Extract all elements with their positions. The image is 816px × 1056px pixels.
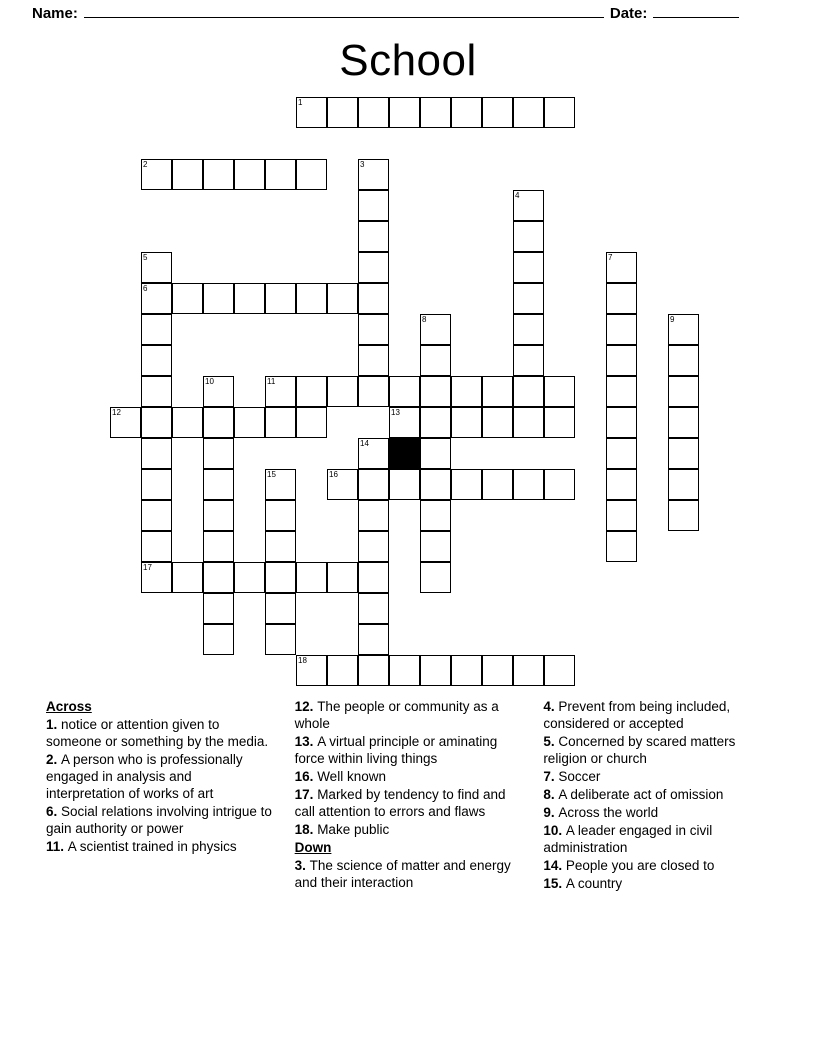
clue-item [295,857,522,891]
grid-cell[interactable] [451,469,482,500]
grid-cell-number: 3 [360,160,365,169]
grid-cell[interactable] [606,407,637,438]
grid-cell[interactable] [358,221,389,252]
clue-number: 1. [46,717,62,732]
grid-cell[interactable] [668,469,699,500]
grid-cell[interactable] [420,562,451,593]
clue-number: 7. [543,769,559,784]
grid-cell[interactable] [358,283,389,314]
grid-cell[interactable] [296,407,327,438]
clue-item [295,698,522,732]
clue-number: 9. [543,805,559,820]
clue-text: Concerned by scared matters religion or church [543,734,736,766]
grid-cell[interactable] [327,655,358,686]
grid-cell[interactable] [451,407,482,438]
grid-cell[interactable] [482,655,513,686]
grid-cell[interactable] [141,500,172,531]
grid-cell-number: 14 [360,439,369,448]
grid-cell[interactable] [172,562,203,593]
grid-cell[interactable] [513,407,544,438]
grid-cell[interactable] [513,97,544,128]
grid-cell[interactable] [606,438,637,469]
clue-section-heading: Down [294,840,332,855]
grid-cell[interactable] [141,469,172,500]
grid-cell[interactable] [172,159,203,190]
grid-cell[interactable] [606,531,637,562]
grid-cell[interactable] [141,159,172,190]
grid-cell[interactable] [389,655,420,686]
clue-text: A leader engaged in civil administration [543,823,713,855]
grid-cell-number: 8 [422,315,427,324]
clues-list [46,698,770,893]
grid-cell[interactable] [606,500,637,531]
grid-cell[interactable] [513,221,544,252]
clue-item [295,786,522,820]
grid-cell[interactable] [420,438,451,469]
clue-number: 13. [294,734,318,749]
grid-cell[interactable] [420,314,451,345]
grid-cell[interactable] [265,159,296,190]
grid-cell[interactable] [606,376,637,407]
clue-text: Prevent from being included, considered or accepted [543,699,731,731]
grid-cell[interactable] [296,376,327,407]
grid-cell[interactable] [668,314,699,345]
grid-cell[interactable] [358,376,389,407]
clue-item [543,786,770,803]
grid-cell[interactable] [420,97,451,128]
grid-cell[interactable] [203,407,234,438]
grid-cell[interactable] [544,97,575,128]
grid-cell[interactable] [420,407,451,438]
clue-number: 3. [294,858,310,873]
grid-cell[interactable] [513,655,544,686]
clue-item [46,716,273,750]
clue-number: 15. [543,876,566,891]
date-label: Date: [609,5,648,22]
page-title: School [339,36,477,85]
grid-cell[interactable] [420,469,451,500]
grid-cell[interactable] [358,97,389,128]
grid-cell-number: 2 [143,160,148,169]
clue-text: A person who is professionally engaged in analysis and interpretation of works of art [46,752,243,801]
grid-cell[interactable] [606,345,637,376]
grid-cell[interactable] [265,376,296,407]
grid-cell-number: 13 [391,408,400,417]
grid-cell-number: 4 [515,191,520,200]
grid-cell[interactable] [265,593,296,624]
clue-text: The people or community as a whole [294,699,499,731]
grid-cell[interactable] [668,500,699,531]
grid-cell-number: 16 [329,470,338,479]
grid-cell[interactable] [451,376,482,407]
grid-cell[interactable] [141,283,172,314]
grid-cell[interactable] [203,159,234,190]
clue-text: Soccer [558,769,601,784]
clue-item [543,698,770,732]
grid-cell[interactable] [606,283,637,314]
grid-cell[interactable] [172,283,203,314]
grid-cell[interactable] [358,531,389,562]
grid-cell-number: 15 [267,470,276,479]
grid-cell[interactable] [110,407,141,438]
grid-cell[interactable] [451,97,482,128]
grid-cell[interactable] [203,562,234,593]
grid-cell-number: 5 [143,253,148,262]
clue-number: 2. [46,752,62,767]
grid-cell[interactable] [172,407,203,438]
grid-cell[interactable] [141,252,172,283]
grid-cell[interactable] [141,438,172,469]
clue-text: Make public [317,822,390,837]
grid-cell[interactable] [482,376,513,407]
clue-text: A country [565,876,623,891]
grid-cell-number: 7 [608,253,613,262]
grid-cell[interactable] [420,345,451,376]
grid-cell[interactable] [668,376,699,407]
clue-number: 8. [543,787,559,802]
grid-cell[interactable] [389,469,420,500]
grid-cell[interactable] [420,655,451,686]
grid-cell[interactable] [668,345,699,376]
grid-cell[interactable] [606,252,637,283]
grid-cell[interactable] [358,469,389,500]
grid-cell[interactable] [513,190,544,221]
grid-cell[interactable] [327,283,358,314]
grid-cell[interactable] [513,469,544,500]
clue-number: 17. [294,787,318,802]
clue-text: Marked by tendency to find and call attention to errors and flaws [294,787,506,819]
grid-cell-number: 18 [298,656,307,665]
grid-cell[interactable] [203,500,234,531]
grid-cell[interactable] [513,314,544,345]
grid-cell[interactable] [327,376,358,407]
grid-cell[interactable] [358,159,389,190]
clue-number: 14. [543,858,566,873]
grid-cell-number: 9 [670,315,675,324]
grid-cell[interactable] [513,283,544,314]
grid-cell[interactable] [389,376,420,407]
grid-cell[interactable] [234,283,265,314]
clue-number: 16. [294,769,318,784]
grid-cell[interactable] [451,655,482,686]
clue-item [543,804,770,821]
grid-cell[interactable] [420,531,451,562]
grid-cell-number: 17 [143,563,152,572]
grid-cell[interactable] [203,283,234,314]
grid-cell[interactable] [420,500,451,531]
clue-text: Well known [317,769,386,784]
grid-cell[interactable] [265,283,296,314]
clue-number: 5. [543,734,559,749]
name-label: Name: [32,5,78,22]
grid-cell[interactable] [265,562,296,593]
grid-cell[interactable] [482,469,513,500]
grid-cell[interactable] [234,407,265,438]
grid-cell[interactable] [482,97,513,128]
grid-cell[interactable] [265,500,296,531]
grid-cell-number: 1 [298,98,303,107]
grid-cell[interactable] [265,531,296,562]
grid-cell[interactable] [141,562,172,593]
clue-item [543,857,770,874]
grid-cell[interactable] [668,407,699,438]
grid-cell[interactable] [358,593,389,624]
grid-cell[interactable] [358,500,389,531]
grid-cell-number: 6 [143,284,148,293]
grid-cell[interactable] [265,624,296,655]
clue-item [295,733,522,767]
grid-cell[interactable] [358,190,389,221]
clue-item [543,768,770,785]
clue-item [295,821,522,838]
grid-cell[interactable] [141,376,172,407]
grid-cell[interactable] [668,438,699,469]
clue-number: 10. [543,823,566,838]
grid-cell[interactable] [358,345,389,376]
grid-cell[interactable] [296,562,327,593]
clue-text: The science of matter and energy and their interaction [294,858,511,890]
grid-cell[interactable] [203,438,234,469]
grid-cell[interactable] [234,562,265,593]
grid-cell[interactable] [358,314,389,345]
grid-cell[interactable] [141,314,172,345]
clue-item [46,803,273,837]
clue-item [543,822,770,856]
clue-number: 6. [46,804,62,819]
grid-cell[interactable] [203,469,234,500]
clue-item [46,751,273,802]
grid-cell[interactable] [203,531,234,562]
grid-cell[interactable] [141,531,172,562]
clue-number: 11. [46,839,68,854]
grid-cell[interactable] [358,655,389,686]
grid-cell-blocked [389,438,420,469]
grid-cell[interactable] [141,345,172,376]
grid-cell[interactable] [141,407,172,438]
grid-cell[interactable] [358,562,389,593]
grid-cell[interactable] [513,345,544,376]
grid-cell[interactable] [296,655,327,686]
clue-text: A virtual principle or aminating force within living things [294,734,498,766]
grid-cell[interactable] [389,407,420,438]
grid-cell[interactable] [544,407,575,438]
clue-item [543,733,770,767]
grid-cell[interactable] [203,593,234,624]
clue-number: 12. [294,699,318,714]
grid-cell[interactable] [203,376,234,407]
clue-text: Across the world [558,805,659,820]
grid-cell-number: 12 [112,408,121,417]
grid-cell[interactable] [358,252,389,283]
clue-section-heading: Across [46,699,92,714]
grid-cell[interactable] [265,407,296,438]
grid-cell[interactable] [389,97,420,128]
clue-number: 18. [294,822,318,837]
grid-cell[interactable] [296,283,327,314]
grid-cell[interactable] [327,562,358,593]
grid-cell-number: 11 [267,377,276,386]
grid-cell[interactable] [544,376,575,407]
clue-number: 4. [543,699,559,714]
clue-text: A scientist trained in physics [67,839,237,854]
clue-item [543,875,770,892]
grid-cell[interactable] [234,159,265,190]
grid-cell[interactable] [327,97,358,128]
grid-cell-number: 10 [205,377,214,386]
grid-cell[interactable] [296,97,327,128]
clue-item [295,768,522,785]
clue-text: Social relations involving intrigue to gain authority or power [46,804,272,836]
grid-cell[interactable] [513,252,544,283]
grid-cell[interactable] [296,159,327,190]
grid-cell[interactable] [420,376,451,407]
grid-cell[interactable] [544,655,575,686]
clue-text: People you are closed to [565,858,715,873]
grid-cell[interactable] [513,376,544,407]
grid-cell[interactable] [358,438,389,469]
clue-item [46,838,273,855]
grid-cell[interactable] [203,624,234,655]
grid-cell[interactable] [327,469,358,500]
grid-cell[interactable] [482,407,513,438]
clue-text: notice or attention given to someone or something by the media. [46,717,269,749]
grid-cell[interactable] [606,314,637,345]
clue-text: A deliberate act of omission [558,787,724,802]
grid-cell[interactable] [544,469,575,500]
grid-cell[interactable] [358,624,389,655]
grid-cell[interactable] [265,469,296,500]
grid-cell[interactable] [606,469,637,500]
